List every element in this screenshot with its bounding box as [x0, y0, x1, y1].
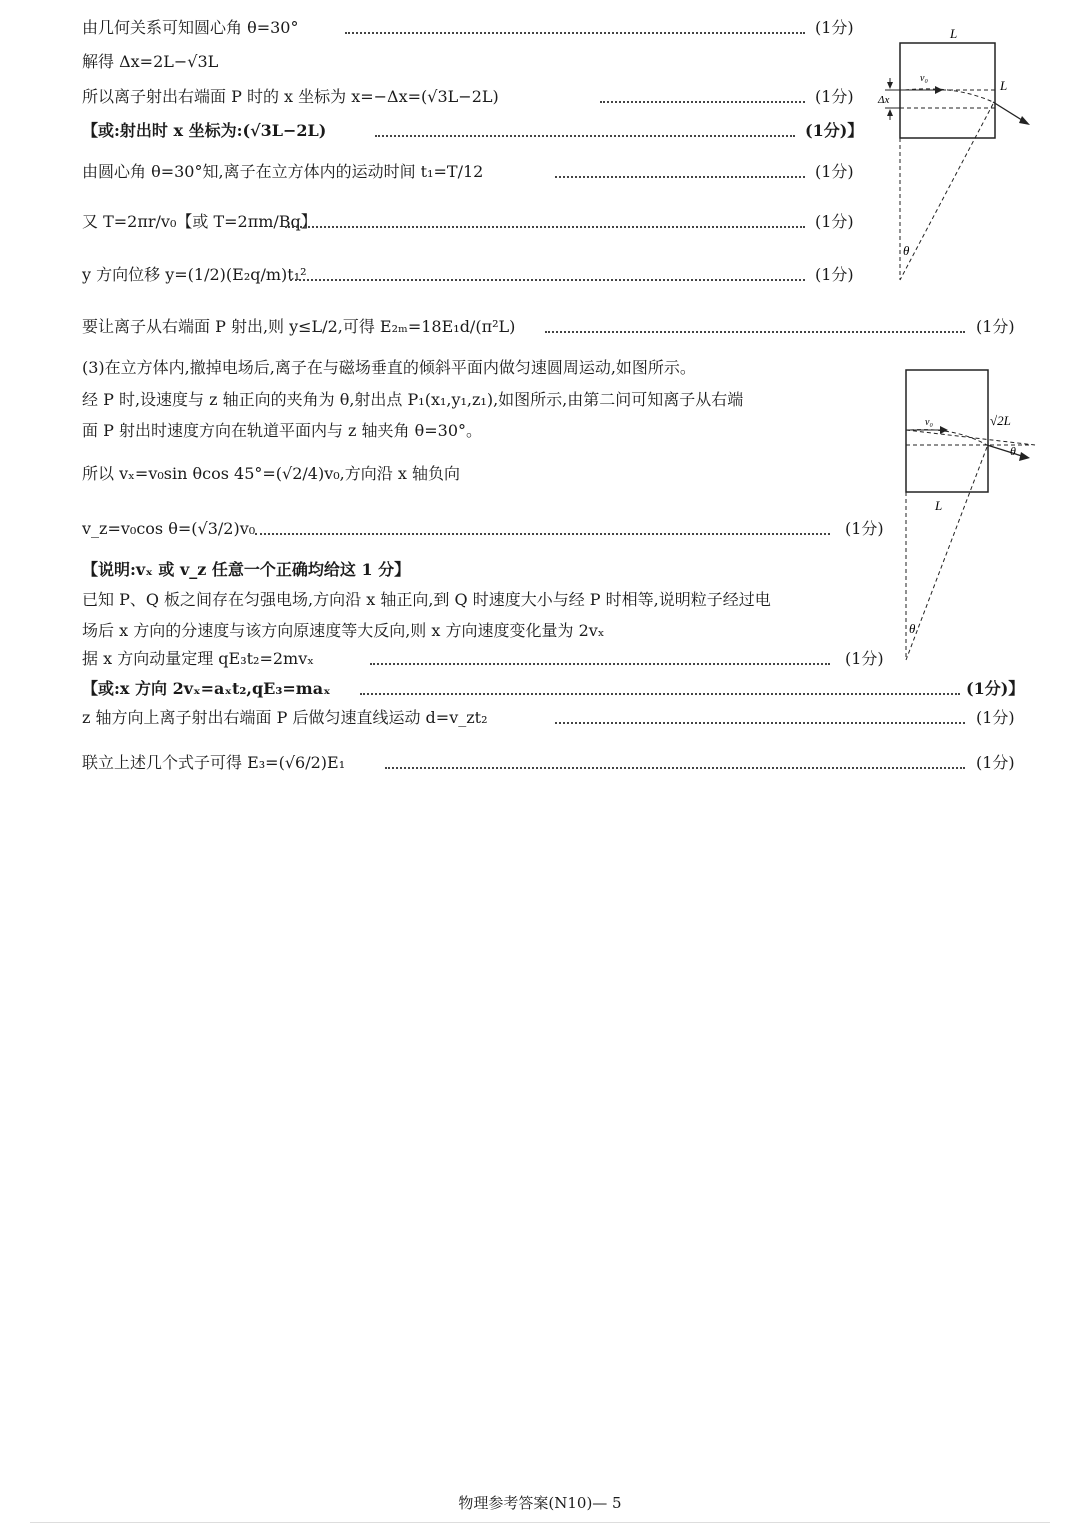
line-11: 面 P 射出时速度方向在轨道平面内与 z 轴夹角 θ=30°。 — [82, 421, 483, 440]
label-L-bottom: L — [935, 498, 943, 513]
page-footer: 物理参考答案(N10)— 5 — [458, 1494, 622, 1512]
line-19: z 轴方向上离子射出右端面 P 后做匀速直线运动 d=v_zt₂ — [82, 708, 488, 727]
score: (1分) — [976, 317, 1015, 336]
line-15: 已知 P、Q 板之间存在匀强电场,方向沿 x 轴正向,到 Q 时速度大小与经 P 时相等,说明粒子经过电 — [82, 590, 771, 609]
line-2: 解得 Δx=2L−√3L — [82, 52, 219, 71]
label-theta-bottom: θ — [909, 621, 916, 636]
leader-dots — [385, 767, 965, 769]
page-edge-line — [30, 1522, 1050, 1523]
line-10: 经 P 时,设速度与 z 轴正向的夹角为 θ,射出点 P₁(x₁,y₁,z₁),如图所示,由第二问可知离子从右端 — [82, 390, 744, 409]
label-v0: v₀ — [920, 73, 928, 84]
leader-dots — [285, 226, 805, 228]
score: (1分) — [976, 708, 1015, 727]
score: (1分) — [815, 212, 854, 231]
score: (1分)】 — [805, 121, 864, 140]
line-14: 【说明:vₓ 或 v_z 任意一个正确均给这 1 分】 — [82, 560, 411, 579]
label-L-top: L — [950, 26, 958, 41]
label-dx: Δx — [878, 94, 890, 106]
line-7: y 方向位移 y=(1/2)(E₂q/m)t₁² — [82, 265, 307, 284]
leader-dots — [360, 693, 960, 695]
score: (1分) — [976, 753, 1015, 772]
line-6: 又 T=2πr/v₀【或 T=2πm/Bq】 — [82, 212, 317, 231]
leader-dots — [545, 331, 965, 333]
line-8: 要让离子从右端面 P 射出,则 y≤L/2,可得 E₂ₘ=18E₁d/(π²L) — [82, 317, 516, 336]
line-1: 由几何关系可知圆心角 θ=30° — [82, 18, 299, 37]
line-9: (3)在立方体内,撤掉电场后,离子在与磁场垂直的倾斜平面内做匀速圆周运动,如图所示。 — [82, 358, 696, 377]
line-18: 【或:x 方向 2vₓ=aₓt₂,qE₃=maₓ — [82, 679, 331, 698]
leader-dots — [555, 722, 965, 724]
line-17: 据 x 方向动量定理 qE₃t₂=2mvₓ — [82, 649, 315, 668]
label-sqrt2L: √2L — [990, 413, 1011, 428]
score: (1分) — [815, 265, 854, 284]
label-v0: v₀ — [925, 417, 933, 428]
score: (1分) — [815, 18, 854, 37]
leader-dots — [555, 176, 805, 178]
score: (1分) — [815, 162, 854, 181]
line-4: 【或:射出时 x 坐标为:(√3L−2L) — [82, 121, 327, 140]
leader-dots — [345, 32, 805, 34]
score: (1分) — [815, 87, 854, 106]
leader-dots — [290, 279, 805, 281]
line-16: 场后 x 方向的分速度与该方向原速度等大反向,则 x 方向速度变化量为 2vₓ — [82, 621, 605, 640]
trajectory-diagram-2 — [895, 365, 1050, 665]
leader-dots — [375, 135, 795, 137]
label-theta: θ — [903, 243, 910, 258]
leader-dots — [255, 533, 830, 535]
trajectory-diagram-1 — [875, 20, 1040, 285]
line-3: 所以离子射出右端面 P 时的 x 坐标为 x=−Δx=(√3L−2L) — [82, 87, 499, 106]
line-20: 联立上述几个式子可得 E₃=(√6/2)E₁ — [82, 753, 346, 772]
line-13: v_z=v₀cos θ=(√3/2)v₀ — [82, 519, 256, 538]
score: (1分) — [845, 519, 884, 538]
score: (1分)】 — [966, 679, 1025, 698]
label-L-side: L — [1000, 78, 1008, 93]
leader-dots — [600, 101, 805, 103]
line-5: 由圆心角 θ=30°知,离子在立方体内的运动时间 t₁=T/12 — [82, 162, 484, 181]
leader-dots — [370, 663, 830, 665]
line-12: 所以 vₓ=v₀sin θcos 45°=(√2/4)v₀,方向沿 x 轴负向 — [82, 464, 460, 483]
label-theta-exit: θ — [1010, 444, 1016, 458]
score: (1分) — [845, 649, 884, 668]
